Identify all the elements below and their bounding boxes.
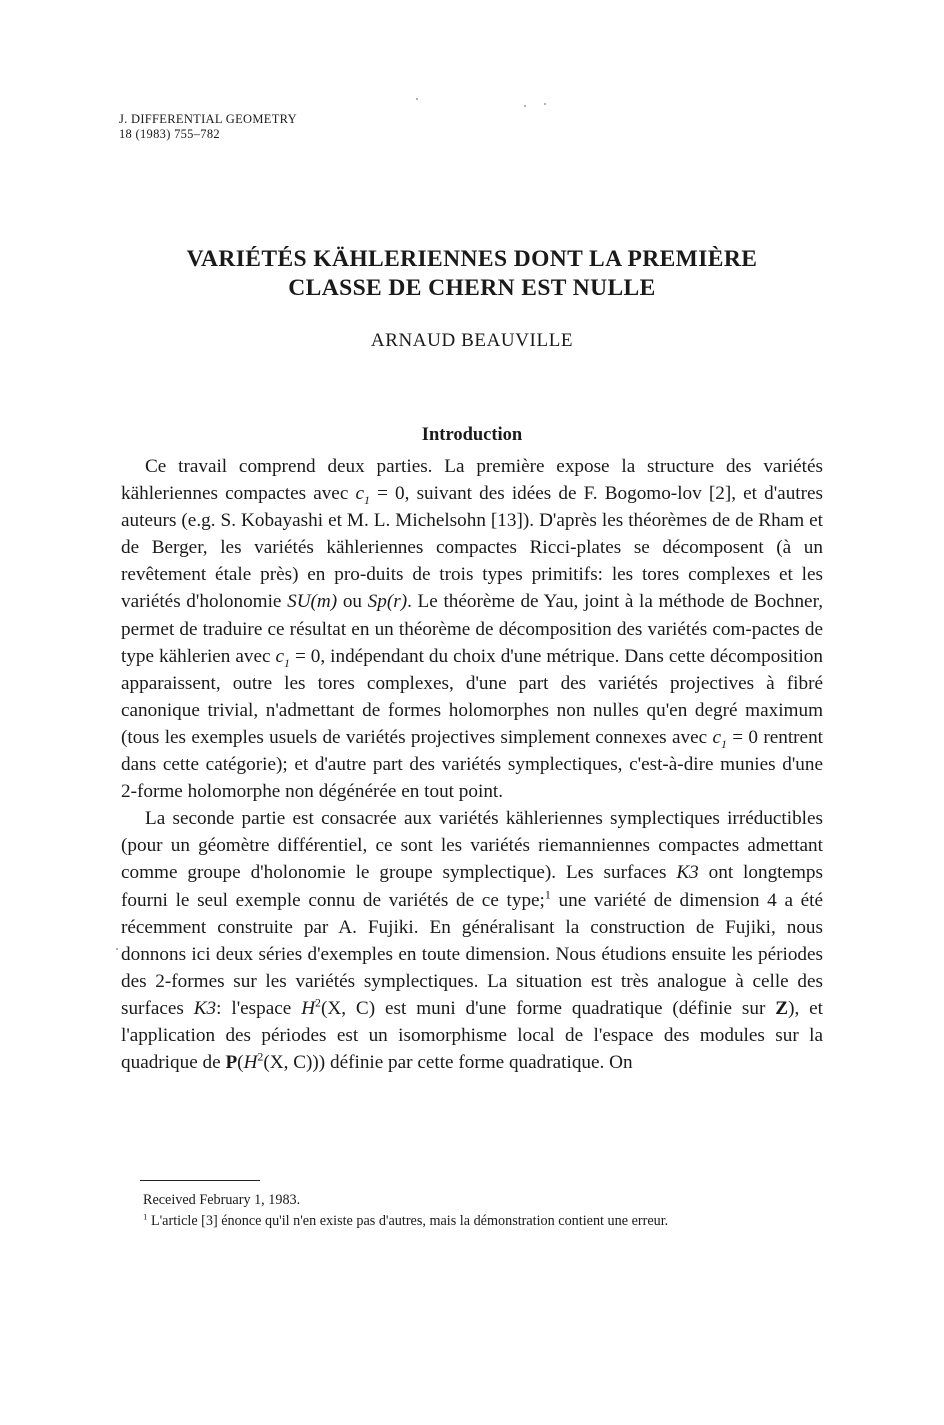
text-run: : l'espace <box>216 997 302 1019</box>
received-date: Received February 1, 1983. <box>143 1192 301 1208</box>
scan-speck <box>116 948 118 950</box>
text-run: ou <box>337 591 368 613</box>
footnotes <box>143 1190 833 1232</box>
text-run: est muni d'une forme quadratique (définie sur <box>375 997 776 1019</box>
title-line-2: CLASSE DE CHERN EST NULLE <box>288 275 656 301</box>
math-k3: K3 <box>193 997 217 1019</box>
scan-speck <box>544 103 546 105</box>
scan-speck <box>416 98 418 100</box>
text-run: ( <box>237 1052 244 1074</box>
footnote-text: L'article [3] énonce qu'il n'en existe pas d'autres, mais la démonstration contient une erreur. <box>147 1213 669 1229</box>
math-c1: $c_1$ <box>712 726 727 751</box>
footnote-1 <box>143 1211 833 1232</box>
footnote-ref[interactable]: 1 <box>544 887 551 902</box>
math-k3: K3 <box>676 862 699 884</box>
title-line-1: VARIÉTÉS KÄHLERIENNES DONT LA PREMIÈRE <box>186 246 758 272</box>
footnote-mark: 1 <box>143 1211 148 1222</box>
math-p: P <box>225 1052 238 1074</box>
math-h2: $H^2(X$, C) <box>243 1049 313 1074</box>
text-run: ont longtemps fourni le seul exemple connu de variétés de ce type; <box>121 862 823 911</box>
math-z: Z <box>775 997 789 1019</box>
text-run: = 0, indépendant du choix d'une métrique. Dans cette décomposition apparaissent, outre les tores complexes, d'une part des variétés projectives à fibré canonique trivial, n'admettant de formes holomorphes non nulles qu'en degré maximum (tous les exemples usuels de variétés projectives simplement connexes avec <box>121 645 823 748</box>
math-h2: $H^2(X$, C) <box>301 995 376 1019</box>
text-run: )) définie par cette forme quadratique. On <box>312 1052 633 1074</box>
section-heading: Introduction <box>421 425 523 445</box>
paper-title <box>100 245 844 303</box>
body-text <box>121 453 823 1076</box>
footnote-rule <box>140 1180 260 1181</box>
text-run: = 0 rentrent dans cette catégorie); et d'autre part des variétés symplectiques, c'est-à-dire munies d'une 2-forme holomorphe non dégénérée en tout point. <box>121 726 823 803</box>
text-run: une variété de dimension 4 a été récemment construite par A. Fujiki. En généralisant la construction de Fujiki, nous donnons ici deux séries d'exemples en toute dimension. Nous étudions ensuite les périodes des 2-formes sur les variétés symplectiques. La situation est très analogue à celle des surfaces <box>121 889 823 1019</box>
text-run: ), et l'application des périodes est un isomorphisme local de l'espace des modules sur la quadrique de <box>121 997 823 1074</box>
text-run: = 0, suivant des idées de F. Bogomo-lov [2], et d'autres auteurs (e.g. S. Kobayashi et M. L. Michelsohn [13]). D'après les théorèmes de de Rham et de Berger, les variétés kähleriennes compactes Ricci-plates se décomposent (à un revêtement étale près) en pro-duits de trois types primitifs: les tores complexes et les variétés d'holonomie <box>121 483 823 613</box>
journal-header <box>119 112 297 142</box>
math-c1: $c_1$ <box>355 483 370 507</box>
text-run: La seconde partie est consacrée aux variétés kähleriennes symplectiques irréductibles (pour un géomètre différentiel, ce sont les variétés riemanniennes compactes admettant comme groupe d'holonomie le groupe symplectique). Les surfaces <box>121 808 823 884</box>
paragraph-1 <box>121 453 823 805</box>
math-sp: Sp(r) <box>367 591 408 613</box>
paragraph-2 <box>121 805 823 1076</box>
author-name: ARNAUD BEAUVILLE <box>370 330 574 351</box>
text-run: Ce travail comprend deux parties. La première expose la structure des variétés kähleriennes compactes avec <box>121 456 823 505</box>
math-c1: $c_1$ <box>275 645 290 670</box>
scan-speck <box>524 105 526 107</box>
journal-volume: 18 (1983) 755–782 <box>119 127 220 141</box>
journal-name: J. DIFFERENTIAL GEOMETRY <box>119 112 297 126</box>
math-su: SU(m) <box>287 591 338 613</box>
text-run: . Le théorème de Yau, joint à la méthode de Bochner, permet de traduire ce résultat en un théorème de décomposition des variétés com-pactes de type kählerien avec <box>121 591 823 667</box>
